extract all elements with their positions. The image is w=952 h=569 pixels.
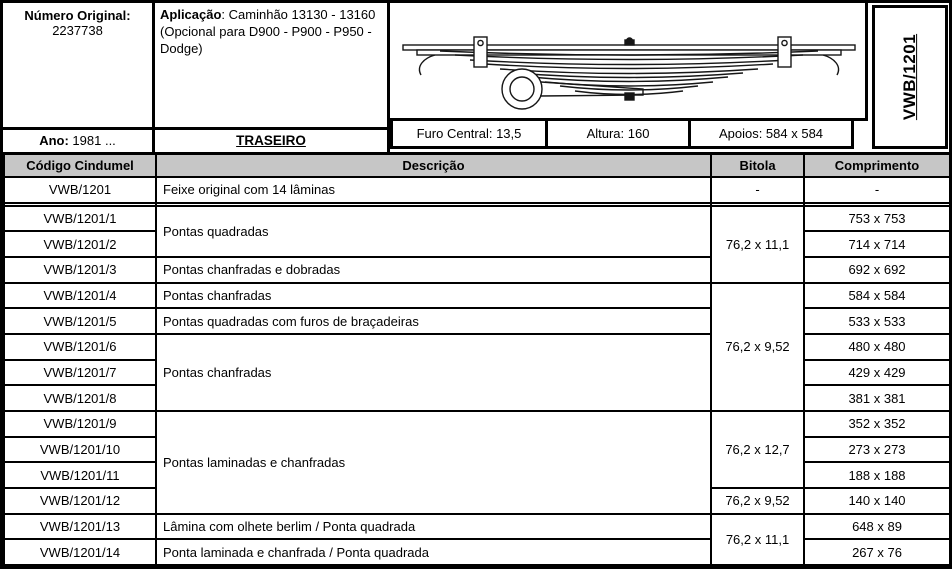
part-desc: Lâmina com olhete berlim / Ponta quadrada — [156, 514, 711, 540]
part-code: VWB/1201/10 — [4, 437, 156, 463]
part-code: VWB/1201/4 — [4, 283, 156, 309]
part-code: VWB/1201 — [4, 177, 156, 203]
part-comprimento: 188 x 188 — [804, 462, 950, 488]
part-comprimento: 429 x 429 — [804, 360, 950, 386]
part-desc: Pontas quadradas — [156, 206, 711, 257]
col-header-comprimento: Comprimento — [804, 154, 950, 178]
leaf-spring-drawing-svg — [390, 3, 865, 118]
part-bitola: 76,2 x 11,1 — [711, 514, 804, 565]
part-code: VWB/1201/12 — [4, 488, 156, 514]
apoios-cell: Apoios: 584 x 584 — [688, 118, 854, 149]
parts-table — [3, 152, 951, 566]
part-comprimento: 533 x 533 — [804, 308, 950, 334]
ano-cell — [3, 130, 155, 152]
numero-original-label: Número Original: — [24, 8, 131, 23]
part-bitola: 76,2 x 11,1 — [711, 206, 804, 283]
table-header-row — [4, 154, 950, 178]
part-desc: Pontas chanfradas e dobradas — [156, 257, 711, 283]
part-desc: Pontas chanfradas — [156, 334, 711, 411]
part-bitola: 76,2 x 9,52 — [711, 488, 804, 514]
part-code: VWB/1201/2 — [4, 231, 156, 257]
part-code: VWB/1201/11 — [4, 462, 156, 488]
col-header-bitola: Bitola — [711, 154, 804, 178]
part-comprimento: 267 x 76 — [804, 539, 950, 565]
part-code: VWB/1201/7 — [4, 360, 156, 386]
part-bitola: - — [711, 177, 804, 203]
table-row — [4, 257, 950, 283]
part-comprimento: 648 x 89 — [804, 514, 950, 540]
table-row — [4, 514, 950, 540]
part-desc: Feixe original com 14 lâminas — [156, 177, 711, 203]
table-row — [4, 177, 950, 203]
col-header-descricao: Descrição — [156, 154, 711, 178]
ano-value: 1981 ... — [68, 133, 116, 148]
altura-cell: Altura: 160 — [545, 118, 691, 149]
part-comprimento: 273 x 273 — [804, 437, 950, 463]
table-row — [4, 206, 950, 232]
furo-central-cell: Furo Central: 13,5 — [390, 118, 548, 149]
part-comprimento: 714 x 714 — [804, 231, 950, 257]
numero-original-value: 2237738 — [52, 23, 103, 38]
part-bitola: 76,2 x 9,52 — [711, 283, 804, 411]
table-row — [4, 411, 950, 437]
col-header-codigo: Código Cindumel — [4, 154, 156, 178]
part-comprimento: 352 x 352 — [804, 411, 950, 437]
part-bitola: 76,2 x 12,7 — [711, 411, 804, 488]
part-comprimento: 753 x 753 — [804, 206, 950, 232]
table-row — [4, 539, 950, 565]
part-comprimento: 692 x 692 — [804, 257, 950, 283]
part-code: VWB/1201/8 — [4, 385, 156, 411]
table-row — [4, 334, 950, 360]
part-comprimento: 381 x 381 — [804, 385, 950, 411]
part-code: VWB/1201/3 — [4, 257, 156, 283]
numero-original-cell — [3, 3, 155, 130]
part-code: VWB/1201/5 — [4, 308, 156, 334]
part-comprimento: - — [804, 177, 950, 203]
part-desc: Pontas quadradas com furos de braçadeiras — [156, 308, 711, 334]
leaf-spring-illustration — [390, 3, 868, 121]
table-row — [4, 308, 950, 334]
table-row — [4, 283, 950, 309]
part-desc: Pontas chanfradas — [156, 283, 711, 309]
part-desc: Pontas laminadas e chanfradas — [156, 411, 711, 514]
part-code: VWB/1201/14 — [4, 539, 156, 565]
parts-table-wrap — [3, 152, 949, 566]
part-code: VWB/1201/13 — [4, 514, 156, 540]
aplicacao-value: : Caminhão 13130 - 13160 (Opcional para D900 - P900 - P950 - Dodge) — [160, 7, 376, 56]
part-comprimento: 480 x 480 — [804, 334, 950, 360]
part-code: VWB/1201/6 — [4, 334, 156, 360]
page-code-cell — [872, 5, 948, 149]
part-desc: Ponta laminada e chanfrada / Ponta quadrada — [156, 539, 711, 565]
part-code: VWB/1201/1 — [4, 206, 156, 232]
part-code: VWB/1201/9 — [4, 411, 156, 437]
page-code-vertical-label: VWB/1201 — [900, 33, 920, 121]
ano-label: Ano: — [39, 133, 69, 148]
part-comprimento: 584 x 584 — [804, 283, 950, 309]
aplicacao-cell — [155, 3, 390, 130]
posicao-cell: TRASEIRO — [155, 130, 390, 152]
aplicacao-label: Aplicação — [160, 7, 222, 22]
part-comprimento: 140 x 140 — [804, 488, 950, 514]
